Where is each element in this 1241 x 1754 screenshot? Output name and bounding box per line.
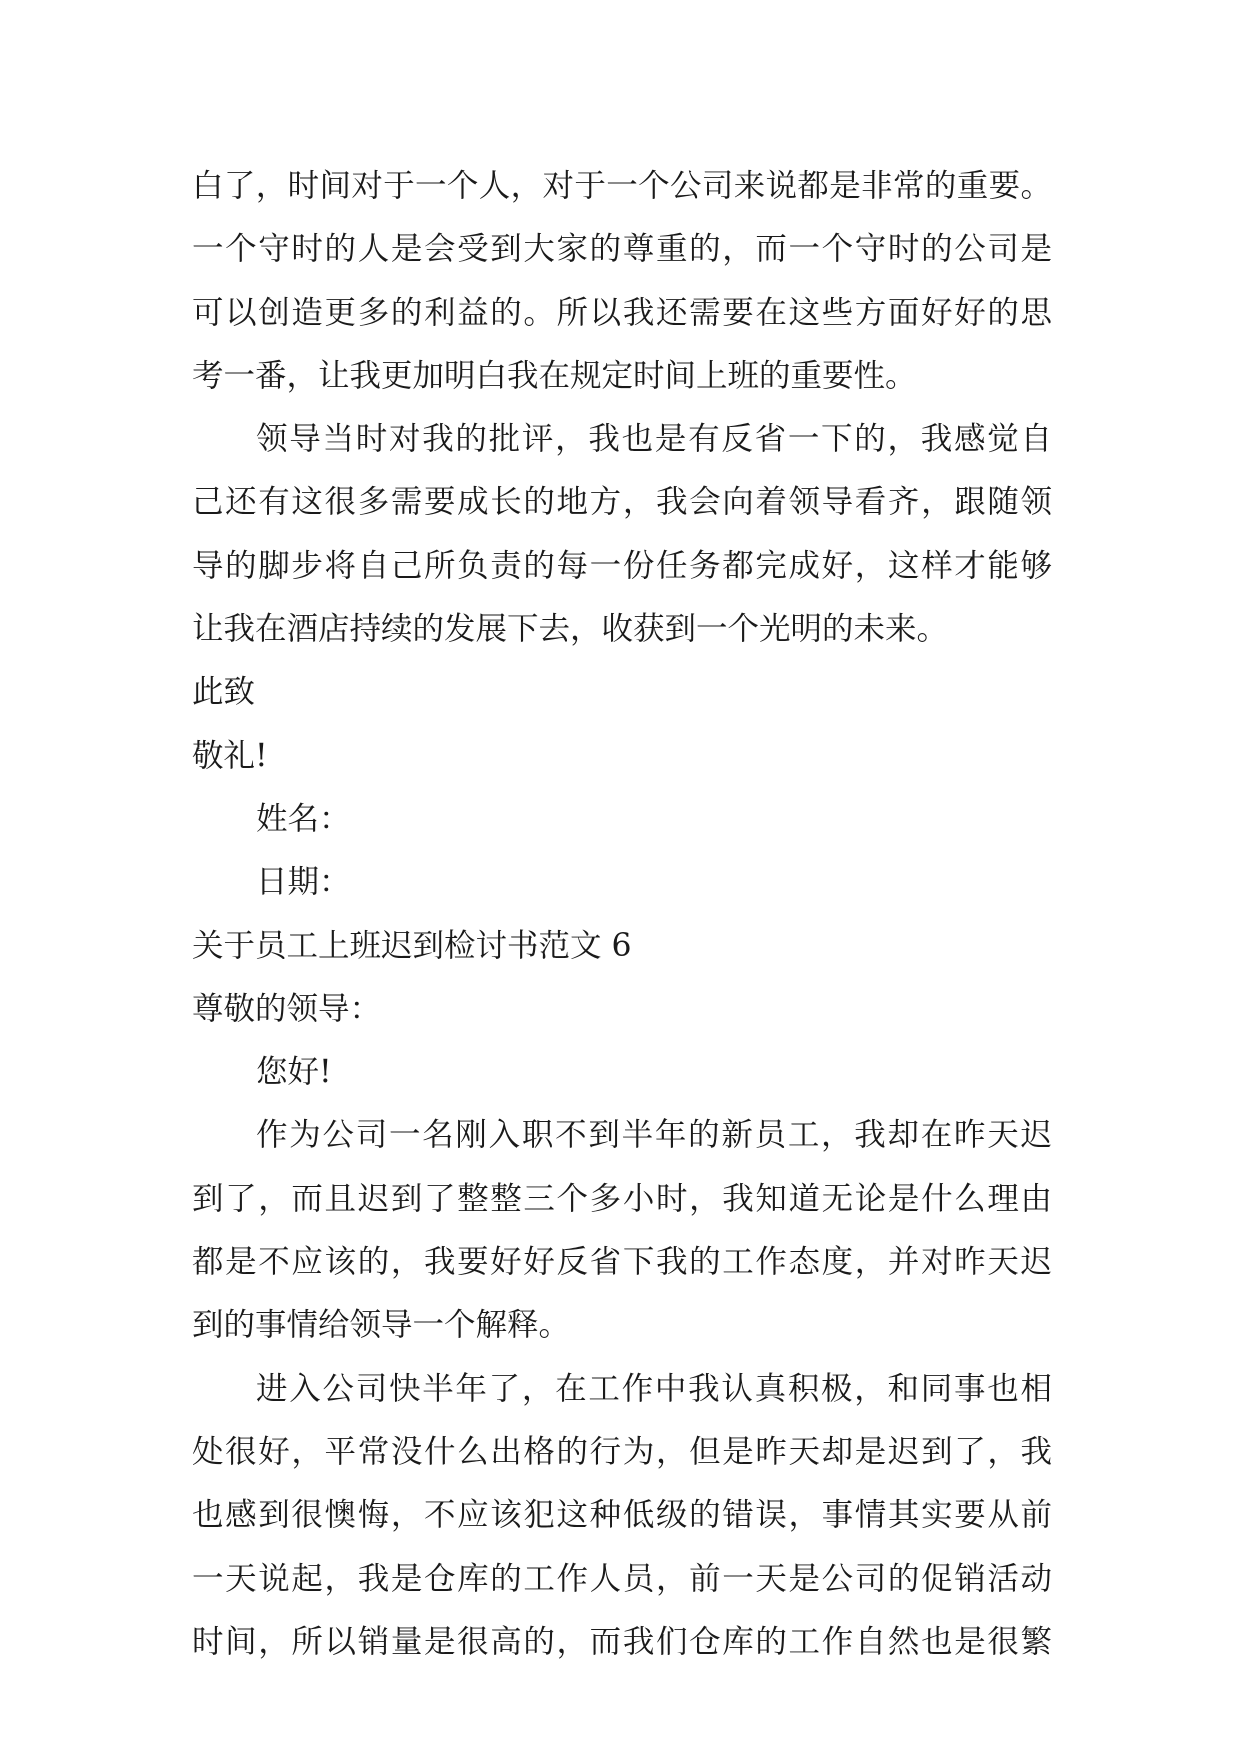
paragraph-line: 己还有这很多需要成长的地方，我会向着领导看齐，跟随领: [192, 484, 1052, 521]
paragraph-line: 也感到很懊悔，不应该犯这种低级的错误，事情其实要从前: [192, 1497, 1052, 1534]
paragraph-line: 作为公司一名刚入职不到半年的新员工，我却在昨天迟: [256, 1117, 1052, 1154]
paragraph-line: 进入公司快半年了，在工作中我认真积极，和同事也相: [256, 1370, 1052, 1407]
signature-name-label: 姓名：: [256, 800, 351, 837]
paragraph-line: 时间，所以销量是很高的，而我们仓库的工作自然也是很繁: [192, 1623, 1052, 1660]
paragraph-line: 到的事情给领导一个解释。: [192, 1307, 571, 1344]
paragraph-line: 领导当时对我的批评，我也是有反省一下的，我感觉自: [256, 421, 1052, 458]
paragraph-line: 考一番，让我更加明白我在规定时间上班的重要性。: [192, 357, 917, 394]
paragraph-line: 都是不应该的，我要好好反省下我的工作态度，并对昨天迟: [192, 1244, 1052, 1281]
paragraph-line: 一天说起，我是仓库的工作人员，前一天是公司的促销活动: [192, 1560, 1052, 1597]
paragraph-line: 一个守时的人是会受到大家的尊重的，而一个守时的公司是: [192, 231, 1052, 268]
greeting: 您好!: [256, 1054, 332, 1091]
paragraph-line: 白了，时间对于一个人，对于一个公司来说都是非常的重要。: [192, 168, 1052, 204]
paragraph-line: 导的脚步将自己所负责的每一份任务都完成好，这样才能够: [192, 547, 1052, 584]
document-page: [192, 155, 1052, 1674]
paragraph-line: 可以创造更多的利益的。所以我还需要在这些方面好好的思: [192, 294, 1052, 331]
section-title: 关于员工上班迟到检讨书范文 6: [192, 927, 632, 964]
closing-line: 此致: [192, 674, 256, 711]
closing-line: 敬礼!: [192, 737, 268, 774]
paragraph-line: 让我在酒店持续的发展下去，收获到一个光明的未来。: [192, 611, 949, 648]
paragraph-line: 到了，而且迟到了整整三个多小时，我知道无论是什么理由: [192, 1180, 1052, 1217]
salutation: 尊敬的领导：: [192, 990, 382, 1027]
paragraph-line: 处很好，平常没什么出格的行为，但是昨天却是迟到了，我: [192, 1433, 1052, 1470]
signature-date-label: 日期：: [256, 864, 351, 901]
